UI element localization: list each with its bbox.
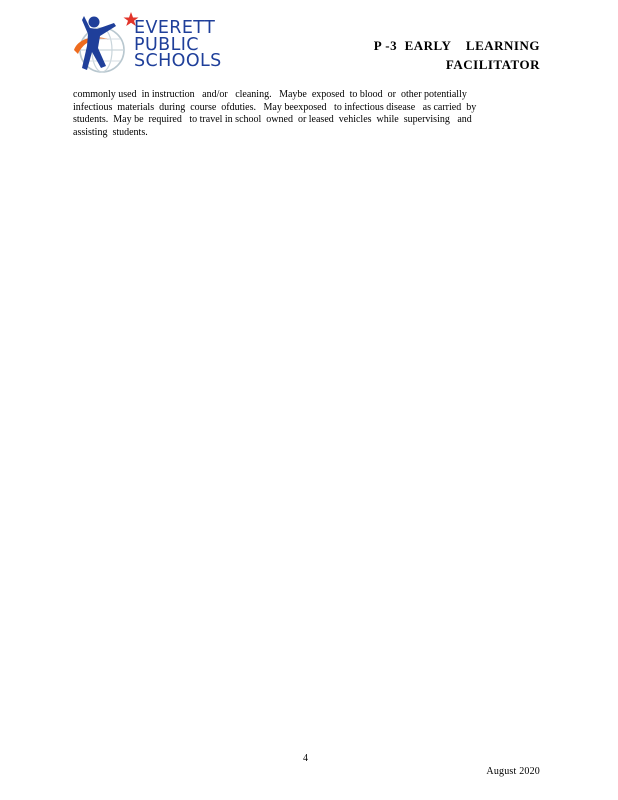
body-paragraph	[73, 89, 543, 139]
footer-date: August 2020	[486, 766, 540, 777]
logo-emblem-icon	[70, 10, 140, 78]
body-line: students. May be required to travel in school owned or leased vehicles while supervising and	[73, 114, 472, 126]
everett-public-schools-logo	[70, 10, 240, 78]
body-line: infectious materials during course ofduties. May beexposed to infectious disease as carried by	[73, 101, 477, 113]
job-title-line-1: P -3 EARLY LEARNING	[373, 38, 540, 53]
job-title	[374, 36, 540, 74]
logo-line-public: PUBLIC	[134, 34, 199, 55]
job-title-line-2: FACILITATOR	[445, 57, 540, 72]
body-line: assisting students.	[73, 126, 148, 138]
body-line: commonly used in instruction and/or cleaning. Maybe exposed to blood or other potentially	[73, 89, 467, 100]
page-number: 4	[303, 753, 308, 764]
logo-line-everett: EVERETT	[134, 18, 216, 38]
logo-line-schools: SCHOOLS	[134, 51, 222, 71]
logo-wordmark	[134, 20, 222, 70]
